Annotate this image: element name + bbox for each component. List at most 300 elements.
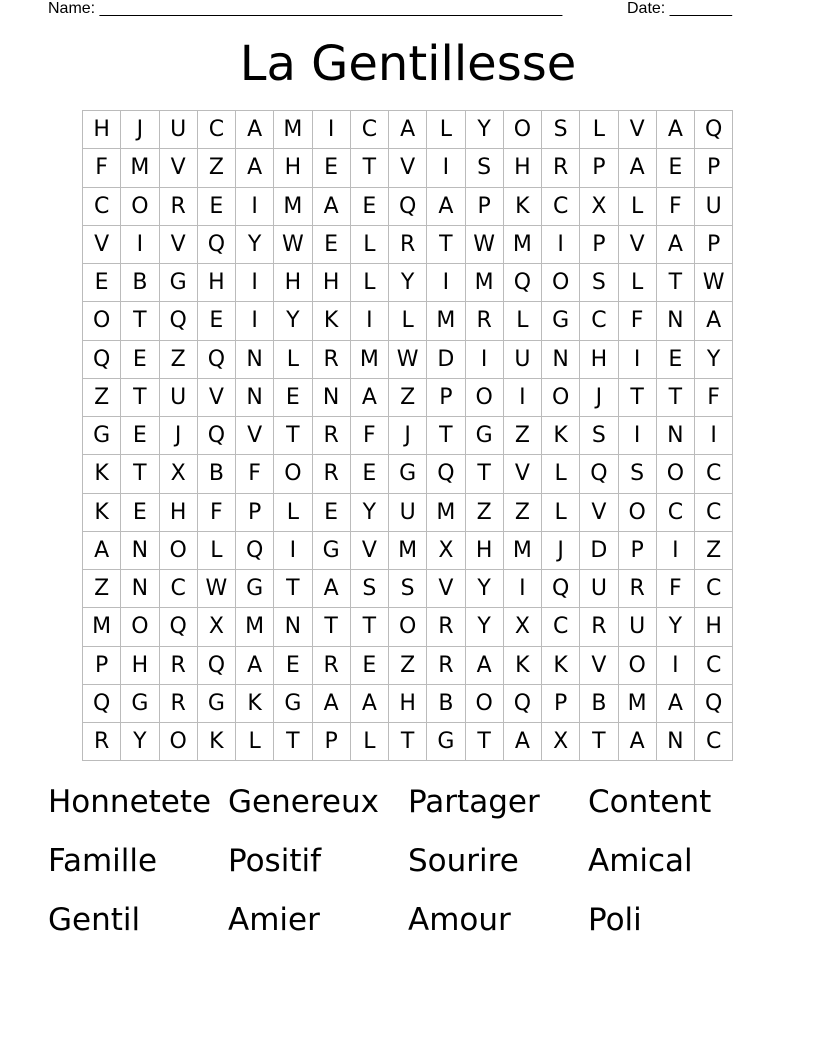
grid-cell: K [198, 723, 236, 761]
word-list-item: Sourire [408, 843, 519, 879]
grid-cell: O [160, 532, 198, 570]
grid-cell: Q [83, 685, 121, 723]
grid-cell: S [466, 149, 504, 187]
grid-cell: O [274, 455, 312, 493]
grid-cell: Y [466, 111, 504, 149]
grid-cell: I [313, 111, 351, 149]
grid-cell: X [160, 455, 198, 493]
grid-cell: I [236, 264, 274, 302]
grid-cell: T [274, 417, 312, 455]
grid-cell: T [274, 723, 312, 761]
grid-cell: T [351, 149, 389, 187]
grid-cell: Z [466, 494, 504, 532]
grid-cell: Y [236, 226, 274, 264]
grid-cell: H [274, 264, 312, 302]
grid-cell: E [274, 647, 312, 685]
grid-cell: N [542, 341, 580, 379]
grid-cell: G [389, 455, 427, 493]
grid-cell: O [504, 111, 542, 149]
grid-cell: D [580, 532, 618, 570]
grid-cell: R [466, 302, 504, 340]
grid-cell: I [236, 188, 274, 226]
grid-cell: V [83, 226, 121, 264]
grid-cell: E [121, 341, 159, 379]
grid-cell: A [313, 685, 351, 723]
grid-cell: M [619, 685, 657, 723]
grid-cell: H [695, 608, 733, 646]
grid-cell: I [657, 647, 695, 685]
grid-cell: Z [160, 341, 198, 379]
grid-cell: A [619, 149, 657, 187]
grid-cell: E [313, 149, 351, 187]
grid-cell: O [619, 494, 657, 532]
grid-cell: A [695, 302, 733, 340]
grid-cell: L [619, 264, 657, 302]
grid-cell: Q [389, 188, 427, 226]
grid-cell: B [427, 685, 465, 723]
grid-cell: E [657, 149, 695, 187]
grid-cell: N [236, 341, 274, 379]
grid-cell: L [351, 723, 389, 761]
grid-cell: N [274, 608, 312, 646]
grid-cell: L [542, 455, 580, 493]
grid-cell: W [466, 226, 504, 264]
grid-cell: T [351, 608, 389, 646]
grid-cell: M [389, 532, 427, 570]
grid-cell: E [121, 494, 159, 532]
grid-cell: T [121, 379, 159, 417]
grid-cell: E [351, 455, 389, 493]
grid-cell: N [657, 302, 695, 340]
grid-cell: C [695, 570, 733, 608]
grid-cell: C [695, 647, 733, 685]
grid-cell: Q [542, 570, 580, 608]
grid-cell: L [389, 302, 427, 340]
grid-cell: A [351, 685, 389, 723]
grid-cell: P [695, 149, 733, 187]
grid-cell: T [121, 302, 159, 340]
grid-cell: R [427, 608, 465, 646]
grid-cell: P [313, 723, 351, 761]
grid-cell: L [198, 532, 236, 570]
grid-cell: M [274, 111, 312, 149]
grid-cell: G [83, 417, 121, 455]
grid-cell: P [427, 379, 465, 417]
grid-cell: U [389, 494, 427, 532]
grid-cell: O [542, 264, 580, 302]
grid-cell: Q [83, 341, 121, 379]
grid-cell: T [389, 723, 427, 761]
grid-cell: O [466, 685, 504, 723]
grid-cell: Y [389, 264, 427, 302]
grid-cell: T [427, 417, 465, 455]
grid-cell: V [504, 455, 542, 493]
grid-cell: O [389, 608, 427, 646]
grid-cell: C [580, 302, 618, 340]
grid-cell: X [427, 532, 465, 570]
grid-cell: K [83, 494, 121, 532]
grid-cell: N [121, 570, 159, 608]
grid-cell: Q [580, 455, 618, 493]
grid-cell: H [121, 647, 159, 685]
grid-cell: U [580, 570, 618, 608]
grid-cell: K [542, 417, 580, 455]
grid-cell: P [236, 494, 274, 532]
grid-cell: F [695, 379, 733, 417]
grid-cell: I [504, 570, 542, 608]
grid-cell: G [466, 417, 504, 455]
grid-cell: V [351, 532, 389, 570]
grid-cell: I [542, 226, 580, 264]
grid-cell: M [121, 149, 159, 187]
grid-cell: S [580, 264, 618, 302]
grid-cell: F [351, 417, 389, 455]
grid-cell: Z [695, 532, 733, 570]
grid-cell: I [504, 379, 542, 417]
grid-cell: Z [198, 149, 236, 187]
grid-cell: R [83, 723, 121, 761]
grid-cell: O [121, 608, 159, 646]
grid-cell: W [695, 264, 733, 302]
grid-cell: Q [198, 647, 236, 685]
grid-cell: O [657, 455, 695, 493]
grid-cell: B [580, 685, 618, 723]
grid-cell: L [236, 723, 274, 761]
grid-cell: F [657, 570, 695, 608]
grid-cell: G [542, 302, 580, 340]
grid-cell: J [542, 532, 580, 570]
grid-cell: A [351, 379, 389, 417]
grid-cell: O [619, 647, 657, 685]
grid-cell: Y [466, 570, 504, 608]
grid-cell: K [83, 455, 121, 493]
grid-cell: H [466, 532, 504, 570]
grid-cell: A [466, 647, 504, 685]
grid-cell: U [619, 608, 657, 646]
grid-cell: H [198, 264, 236, 302]
word-list-item: Gentil [48, 902, 141, 938]
grid-cell: P [580, 149, 618, 187]
grid-cell: J [580, 379, 618, 417]
grid-cell: X [198, 608, 236, 646]
grid-cell: A [313, 570, 351, 608]
grid-cell: M [427, 494, 465, 532]
grid-cell: T [466, 455, 504, 493]
grid-cell: C [695, 494, 733, 532]
grid-cell: O [121, 188, 159, 226]
grid-cell: T [657, 379, 695, 417]
grid-cell: C [657, 494, 695, 532]
grid-cell: A [236, 111, 274, 149]
grid-cell: A [619, 723, 657, 761]
grid-cell: P [466, 188, 504, 226]
grid-cell: I [351, 302, 389, 340]
grid-cell: Y [695, 341, 733, 379]
grid-cell: V [389, 149, 427, 187]
grid-cell: C [542, 188, 580, 226]
grid-cell: Q [504, 685, 542, 723]
grid-cell: Q [198, 341, 236, 379]
grid-cell: R [313, 647, 351, 685]
grid-cell: F [657, 188, 695, 226]
grid-cell: H [160, 494, 198, 532]
grid-cell: S [389, 570, 427, 608]
grid-cell: O [466, 379, 504, 417]
grid-cell: J [160, 417, 198, 455]
grid-cell: Z [83, 570, 121, 608]
grid-cell: J [389, 417, 427, 455]
grid-cell: F [198, 494, 236, 532]
grid-cell: G [427, 723, 465, 761]
grid-cell: Q [198, 417, 236, 455]
grid-cell: X [542, 723, 580, 761]
grid-cell: K [504, 647, 542, 685]
grid-cell: I [427, 264, 465, 302]
grid-cell: I [466, 341, 504, 379]
grid-cell: R [427, 647, 465, 685]
grid-cell: Q [198, 226, 236, 264]
word-list-item: Positif [228, 843, 321, 879]
grid-cell: O [83, 302, 121, 340]
grid-cell: K [313, 302, 351, 340]
grid-cell: T [580, 723, 618, 761]
grid-cell: Q [160, 608, 198, 646]
grid-cell: N [236, 379, 274, 417]
grid-cell: P [580, 226, 618, 264]
grid-cell: F [236, 455, 274, 493]
grid-cell: S [351, 570, 389, 608]
grid-cell: X [504, 608, 542, 646]
grid-cell: U [160, 379, 198, 417]
grid-cell: I [274, 532, 312, 570]
grid-cell: V [160, 226, 198, 264]
grid-cell: I [236, 302, 274, 340]
grid-cell: S [542, 111, 580, 149]
grid-cell: E [83, 264, 121, 302]
grid-cell: M [236, 608, 274, 646]
grid-cell: B [198, 455, 236, 493]
grid-cell: A [504, 723, 542, 761]
name-field: Name: ____________________________________________________ [48, 0, 563, 17]
word-list-item: Honnetete [48, 784, 212, 820]
grid-cell: I [121, 226, 159, 264]
grid-cell: T [466, 723, 504, 761]
grid-cell: I [695, 417, 733, 455]
grid-cell: L [351, 226, 389, 264]
grid-cell: R [542, 149, 580, 187]
grid-cell: V [619, 226, 657, 264]
grid-cell: N [657, 417, 695, 455]
grid-cell: C [695, 455, 733, 493]
grid-cell: Y [121, 723, 159, 761]
grid-cell: Y [274, 302, 312, 340]
grid-cell: G [236, 570, 274, 608]
grid-cell: N [657, 723, 695, 761]
grid-cell: R [580, 608, 618, 646]
grid-cell: H [580, 341, 618, 379]
grid-cell: M [274, 188, 312, 226]
grid-cell: U [504, 341, 542, 379]
grid-cell: Q [695, 111, 733, 149]
word-list-item: Partager [408, 784, 540, 820]
grid-cell: A [657, 226, 695, 264]
grid-cell: L [274, 494, 312, 532]
grid-cell: T [427, 226, 465, 264]
grid-cell: C [198, 111, 236, 149]
grid-cell: V [580, 494, 618, 532]
grid-cell: C [542, 608, 580, 646]
grid-cell: G [274, 685, 312, 723]
grid-cell: L [580, 111, 618, 149]
grid-cell: M [83, 608, 121, 646]
grid-cell: G [121, 685, 159, 723]
grid-cell: E [274, 379, 312, 417]
grid-cell: P [619, 532, 657, 570]
grid-cell: S [619, 455, 657, 493]
grid-cell: R [313, 417, 351, 455]
grid-cell: I [657, 532, 695, 570]
grid-cell: F [83, 149, 121, 187]
word-list-item: Poli [588, 902, 642, 938]
grid-cell: H [313, 264, 351, 302]
grid-cell: T [121, 455, 159, 493]
grid-cell: Y [657, 608, 695, 646]
grid-cell: C [160, 570, 198, 608]
page-title: La Gentillesse [239, 36, 577, 92]
grid-cell: R [313, 455, 351, 493]
grid-cell: P [542, 685, 580, 723]
grid-cell: K [542, 647, 580, 685]
grid-cell: H [83, 111, 121, 149]
grid-cell: I [427, 149, 465, 187]
grid-cell: L [619, 188, 657, 226]
grid-cell: T [619, 379, 657, 417]
grid-cell: Z [504, 417, 542, 455]
grid-cell: Q [160, 302, 198, 340]
grid-cell: E [198, 188, 236, 226]
grid-cell: A [236, 647, 274, 685]
grid-cell: C [83, 188, 121, 226]
grid-cell: E [351, 647, 389, 685]
word-list-item: Genereux [228, 784, 379, 820]
grid-cell: Y [466, 608, 504, 646]
grid-cell: U [695, 188, 733, 226]
grid-cell: M [504, 226, 542, 264]
grid-cell: H [274, 149, 312, 187]
grid-cell: N [313, 379, 351, 417]
grid-cell: R [313, 341, 351, 379]
grid-cell: L [504, 302, 542, 340]
grid-cell: M [466, 264, 504, 302]
grid-cell: R [160, 647, 198, 685]
grid-cell: T [313, 608, 351, 646]
word-list-item: Amical [588, 843, 693, 879]
grid-cell: V [236, 417, 274, 455]
grid-cell: A [83, 532, 121, 570]
word-list-item: Amour [408, 902, 511, 938]
grid-cell: L [427, 111, 465, 149]
grid-cell: M [351, 341, 389, 379]
grid-cell: O [542, 379, 580, 417]
grid-cell: V [580, 647, 618, 685]
grid-cell: A [313, 188, 351, 226]
word-list [48, 782, 768, 959]
grid-cell: V [619, 111, 657, 149]
grid-cell: L [274, 341, 312, 379]
grid-cell: O [160, 723, 198, 761]
grid-cell: A [236, 149, 274, 187]
grid-cell: R [389, 226, 427, 264]
grid-cell: U [160, 111, 198, 149]
grid-cell: P [695, 226, 733, 264]
word-search-grid [82, 110, 733, 761]
grid-cell: Y [351, 494, 389, 532]
grid-cell: W [274, 226, 312, 264]
grid-cell: A [389, 111, 427, 149]
grid-cell: E [657, 341, 695, 379]
grid-cell: B [121, 264, 159, 302]
grid-cell: H [389, 685, 427, 723]
grid-cell: E [351, 188, 389, 226]
grid-cell: R [619, 570, 657, 608]
grid-cell: L [351, 264, 389, 302]
grid-cell: E [198, 302, 236, 340]
grid-cell: H [504, 149, 542, 187]
grid-cell: I [619, 417, 657, 455]
grid-cell: G [313, 532, 351, 570]
grid-cell: L [542, 494, 580, 532]
grid-cell: T [657, 264, 695, 302]
grid-cell: S [580, 417, 618, 455]
grid-cell: V [198, 379, 236, 417]
grid-cell: F [619, 302, 657, 340]
grid-cell: G [198, 685, 236, 723]
grid-cell: Z [83, 379, 121, 417]
date-field: Date: _______ [627, 0, 732, 17]
grid-cell: N [121, 532, 159, 570]
word-list-item: Amier [228, 902, 320, 938]
word-list-item: Content [588, 784, 712, 820]
grid-cell: T [274, 570, 312, 608]
grid-cell: I [619, 341, 657, 379]
grid-cell: G [160, 264, 198, 302]
grid-cell: Z [389, 647, 427, 685]
grid-cell: Q [236, 532, 274, 570]
grid-cell: X [580, 188, 618, 226]
grid-cell: Q [504, 264, 542, 302]
grid-cell: A [657, 685, 695, 723]
word-list-item: Famille [48, 843, 158, 879]
grid-cell: W [198, 570, 236, 608]
grid-cell: C [351, 111, 389, 149]
grid-cell: E [313, 226, 351, 264]
grid-cell: J [121, 111, 159, 149]
grid-cell: E [313, 494, 351, 532]
grid-cell: A [657, 111, 695, 149]
grid-cell: M [504, 532, 542, 570]
grid-cell: Z [504, 494, 542, 532]
grid-cell: R [160, 188, 198, 226]
grid-cell: K [504, 188, 542, 226]
grid-cell: W [389, 341, 427, 379]
grid-cell: Z [389, 379, 427, 417]
grid-cell: P [83, 647, 121, 685]
grid-cell: Q [695, 685, 733, 723]
grid-cell: E [121, 417, 159, 455]
grid-cell: A [427, 188, 465, 226]
grid-cell: R [160, 685, 198, 723]
grid-cell: Q [427, 455, 465, 493]
